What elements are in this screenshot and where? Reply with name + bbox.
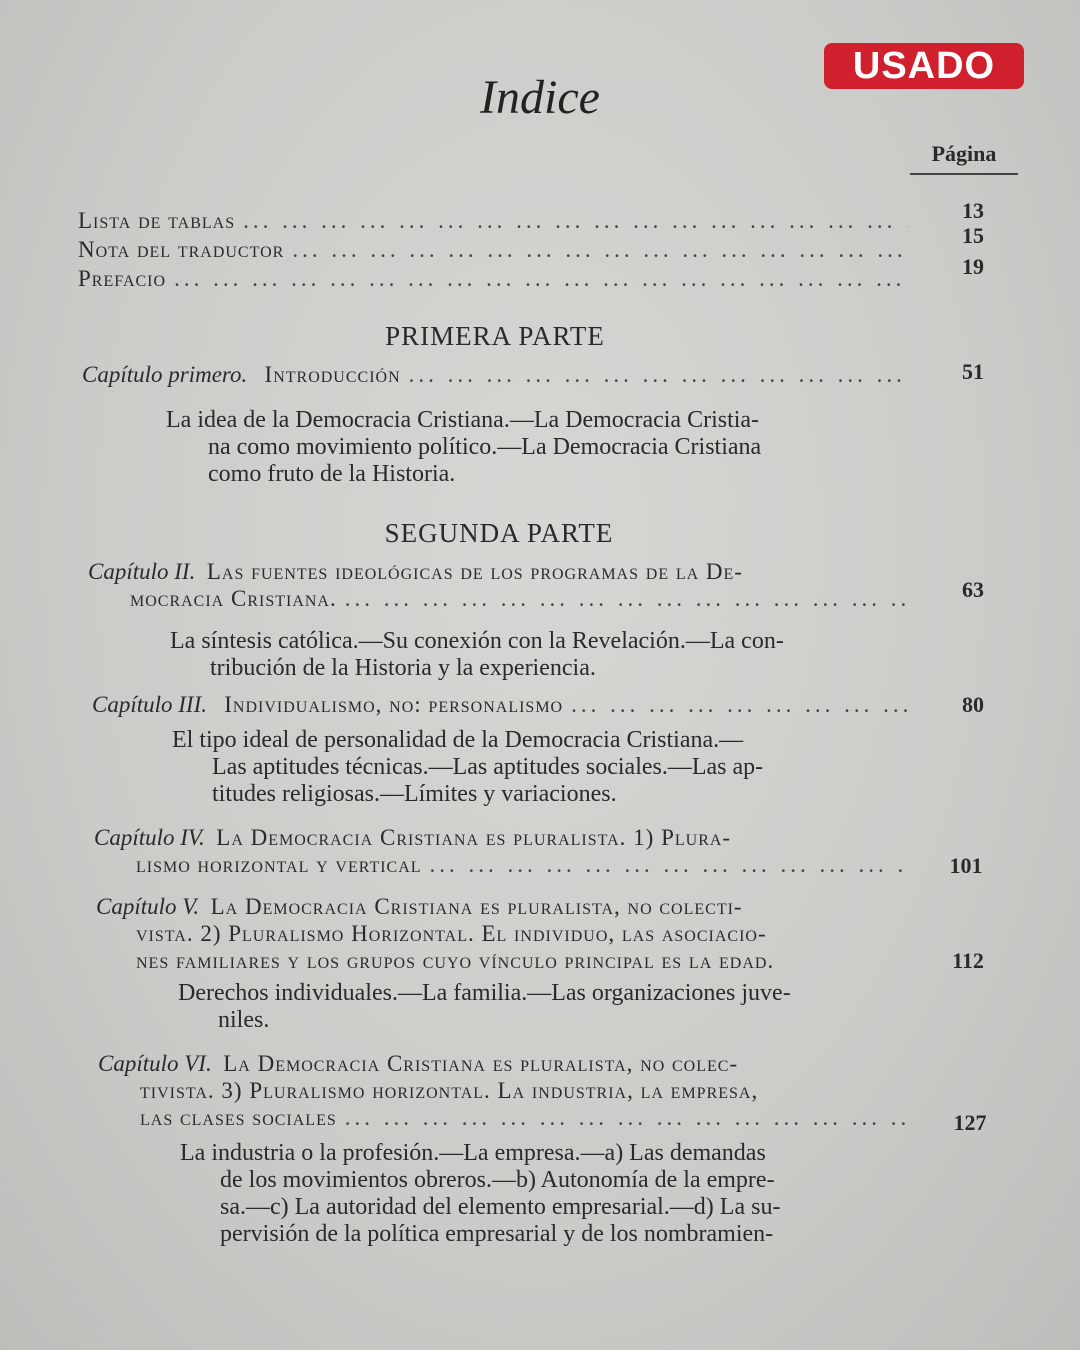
summary-line: La industria o la profesión.—La empresa.—a) Las demandas [180, 1140, 766, 1166]
toc-entry-chapter-3 [92, 692, 908, 718]
toc-page-number: 63 [962, 577, 984, 602]
chapter-title-line: lismo horizontal y vertical [136, 852, 422, 877]
leader-dots [292, 237, 908, 263]
chapter-title-line: La Democracia Cristiana es pluralista, no colec- [223, 1051, 739, 1076]
chapter-prefix: Capítulo IV. [94, 825, 205, 850]
summary-line: titudes religiosas.—Límites y variaciones. [212, 781, 617, 807]
chapter-title: Introducción [264, 362, 401, 387]
summary-line: niles. [218, 1007, 270, 1033]
leader-dots [571, 692, 908, 718]
leader-dots [345, 1104, 912, 1131]
toc-page-number: 13 [962, 198, 984, 223]
leader-dots [345, 585, 908, 612]
chapter-title-line: La Democracia Cristiana es pluralista. 1) Plura- [216, 825, 732, 850]
toc-page-number: 19 [962, 254, 984, 279]
summary-line: La síntesis católica.—Su conexión con la Revelación.—La con- [170, 628, 784, 654]
chapter-title: Individualismo, no: personalismo [224, 692, 564, 717]
toc-entry-prefacio [78, 266, 908, 292]
toc-page-number: 15 [962, 223, 984, 248]
chapter-prefix: Capítulo VI. [98, 1051, 212, 1076]
chapter-title-line: tivista. 3) Pluralismo horizontal. La industria, la empresa, [140, 1078, 759, 1103]
page-column-header: Página [910, 141, 1018, 175]
chapter-title-line: mocracia Cristiana. [130, 586, 337, 611]
toc-page-number: 127 [953, 1110, 987, 1135]
summary-line: de los movimientos obreros.—b) Autonomía de la empre- [220, 1167, 775, 1193]
toc-entry-chapter-2 [88, 558, 908, 612]
chapter-prefix: Capítulo II. [88, 559, 196, 584]
toc-page-number: 101 [949, 853, 983, 878]
summary-line: Las aptitudes técnicas.—Las aptitudes sociales.—Las ap- [212, 754, 764, 780]
page-title: Indice [480, 71, 600, 124]
toc-entry-lista-de-tablas [78, 208, 908, 234]
chapter-prefix: Capítulo III. [92, 692, 207, 717]
toc-entry-chapter-6 [98, 1050, 912, 1131]
chapter-prefix: Capítulo primero. [82, 362, 248, 387]
chapter-prefix: Capítulo V. [96, 894, 200, 919]
chapter-summary [170, 628, 908, 682]
toc-entry-label: Lista de tablas [78, 208, 236, 233]
toc-entry-label: Prefacio [78, 266, 167, 291]
part-heading: SEGUNDA PARTE [384, 518, 614, 548]
chapter-title-line: vista. 2) Pluralismo Horizontal. El individuo, las asociacio- [136, 921, 767, 946]
summary-line: tribución de la Historia y la experiencia. [210, 655, 596, 681]
summary-line: La idea de la Democracia Cristiana.—La Democracia Cristia- [166, 407, 760, 433]
summary-line: pervisión de la política empresarial y de los nombramien- [220, 1221, 774, 1247]
toc-page-number: 80 [962, 692, 984, 717]
toc-entry-chapter-1 [82, 362, 908, 388]
chapter-summary [172, 727, 908, 808]
leader-dots [174, 266, 908, 292]
toc-entry-nota-del-traductor [78, 237, 908, 263]
summary-line: sa.—c) La autoridad del elemento empresarial.—d) La su- [220, 1194, 781, 1220]
chapter-summary [180, 1140, 914, 1248]
toc-entry-label: Nota del traductor [78, 237, 285, 262]
leader-dots [409, 362, 908, 388]
chapter-summary [178, 980, 910, 1034]
summary-line: como fruto de la Historia. [208, 461, 456, 487]
toc-entry-chapter-5 [96, 893, 910, 974]
chapter-title-line: La Democracia Cristiana es pluralista, no colecti- [210, 894, 743, 919]
toc-entry-chapter-4 [94, 824, 908, 878]
chapter-title-line: Las fuentes ideológicas de los programas de la De- [206, 559, 743, 584]
part-heading: PRIMERA PARTE [385, 321, 605, 351]
chapter-title-line: nes familiares y los grupos cuyo vínculo principal es la edad. [136, 948, 775, 973]
used-badge: USADO [824, 43, 1024, 89]
chapter-summary [166, 407, 908, 488]
summary-line: na como movimiento político.—La Democracia Cristiana [208, 434, 762, 460]
leader-dots [243, 208, 908, 234]
summary-line: El tipo ideal de personalidad de la Democracia Cristiana.— [172, 727, 744, 753]
chapter-title-line: las clases sociales [140, 1105, 337, 1130]
summary-line: Derechos individuales.—La familia.—Las organizaciones juve- [178, 980, 791, 1006]
leader-dots [430, 851, 908, 878]
toc-page-number: 51 [962, 359, 984, 384]
toc-page-number: 112 [952, 948, 984, 973]
